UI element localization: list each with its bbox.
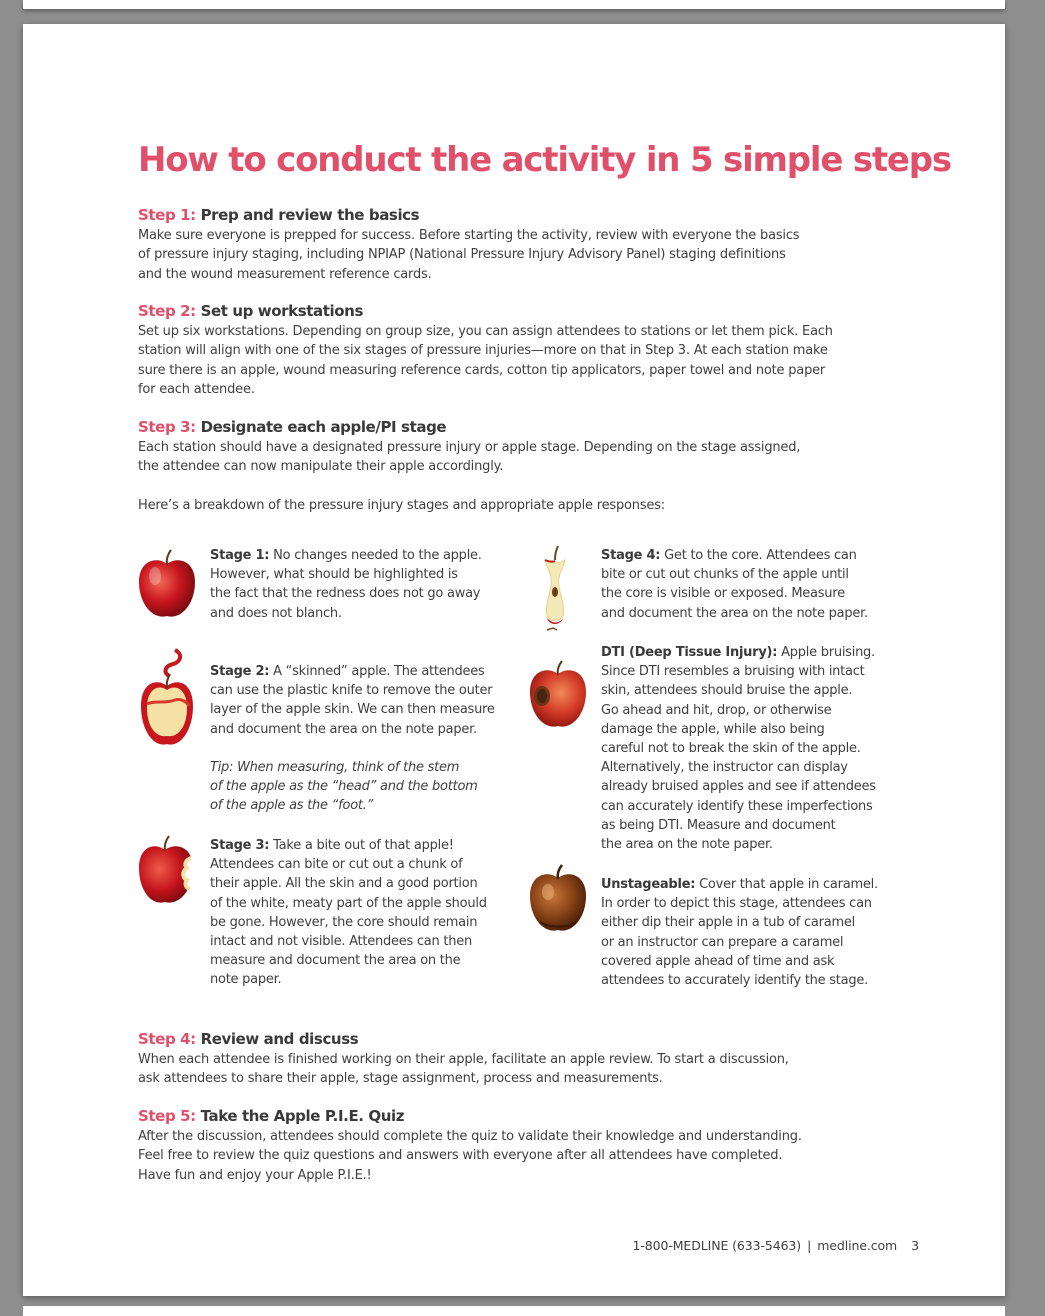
stage-2-tip (210, 758, 520, 816)
stage-3-line: Take a bite out of that apple! (273, 838, 454, 853)
dti-line: Apple bruising. (781, 645, 875, 660)
step-3-label: Step 3: (138, 418, 196, 436)
dti-line: Since DTI resembles a bruising with intact (601, 664, 865, 680)
step-1-line: of pressure injury staging, including NPIAP (National Pressure Injury Advisory Panel) staging definitions (138, 247, 786, 263)
stage-1-line: and does not blanch. (210, 605, 342, 621)
step-5-line: Have fun and enjoy your Apple P.I.E.! (138, 1167, 372, 1183)
dti-line: the area on the note paper. (601, 837, 773, 853)
stage-1-label: Stage 1: (210, 548, 270, 563)
stage-3-line: intact and not visible. Attendees can then (210, 934, 472, 950)
step-4-body (138, 1050, 938, 1089)
dti-line: can accurately identify these imperfections (601, 798, 873, 814)
step-1-line: and the wound measurement reference cards. (138, 266, 432, 282)
stage-2-tip-line: of the apple as the “foot.” (210, 798, 374, 814)
step-3-line: Each station should have a designated pressure injury or apple stage. Depending on the stage assigned, (138, 440, 801, 455)
bruised-apple-icon (526, 660, 590, 732)
next-page-edge (23, 1306, 1005, 1316)
step-5-line: After the discussion, attendees should complete the quiz to validate their knowledge and understanding. (138, 1129, 802, 1144)
stage-3-line: their apple. All the skin and a good portion (210, 876, 478, 892)
stage-4-line: and document the area on the note paper. (601, 605, 868, 621)
stage-2-line: can use the plastic knife to remove the outer (210, 683, 493, 699)
step-2-line: Set up six workstations. Depending on group size, you can assign attendees to stations or let them pick. Each (138, 324, 833, 339)
step-5-label: Step 5: (138, 1107, 196, 1125)
unstageable-line: either dip their apple in a tub of caramel (601, 915, 855, 931)
stage-2-label: Stage 2: (210, 664, 270, 679)
stage-4-text (601, 546, 901, 623)
caramel-apple-icon (526, 864, 590, 936)
dti-line: skin, attendees should bruise the apple. (601, 683, 853, 699)
page-number: 3 (911, 1238, 919, 1253)
stage-4-line: bite or cut out chunks of the apple until (601, 567, 849, 583)
dti-label: DTI (Deep Tissue Injury): (601, 645, 778, 660)
page-footer (633, 1238, 919, 1253)
unstageable-label: Unstageable: (601, 877, 696, 892)
footer-phone: 1-800-MEDLINE (633-5463) (632, 1238, 802, 1253)
step-3-title: Designate each apple/PI stage (200, 418, 447, 436)
unstageable-line: or an instructor can prepare a caramel (601, 934, 844, 950)
dti-line: damage the apple, while also being (601, 721, 825, 737)
step-1-body (138, 226, 938, 284)
peeled-apple-icon (135, 648, 199, 752)
whole-apple-icon (135, 548, 199, 624)
step-2-label: Step 2: (138, 302, 196, 320)
stage-3-line: be gone. However, the core should remain (210, 914, 478, 930)
step-4-line: ask attendees to share their apple, stage assignment, process and measurements. (138, 1071, 663, 1087)
step-2-heading (138, 302, 363, 321)
stage-2-tip-line: Tip: When measuring, think of the stem (210, 760, 460, 775)
stage-2-tip-line: of the apple as the “head” and the bottom (210, 779, 478, 795)
stage-2-line: and document the area on the note paper. (210, 721, 477, 737)
stage-3-line: measure and document the area on the (210, 953, 461, 969)
stage-4-line: Get to the core. Attendees can (664, 548, 857, 563)
previous-page-edge (23, 0, 1005, 9)
step-2-line: sure there is an apple, wound measuring reference cards, cotton tip applicators, paper towel and note paper (138, 362, 826, 378)
stage-3-line: note paper. (210, 972, 282, 988)
stage-3-line: of the white, meaty part of the apple should (210, 895, 487, 911)
dti-line: Alternatively, the instructor can display (601, 760, 848, 776)
step-2-body (138, 322, 938, 400)
stage-2-line: A “skinned” apple. The attendees (273, 664, 485, 679)
step-3-heading (138, 418, 446, 437)
step-2-line: station will align with one of the six stages of pressure injuries—more on that in Step 3. At each station make (138, 343, 828, 359)
stage-1-line: the fact that the redness does not go away (210, 586, 481, 602)
step-5-heading (138, 1107, 404, 1126)
step-5-body (138, 1127, 938, 1185)
stage-3-label: Stage 3: (210, 838, 270, 853)
step-1-heading (138, 206, 419, 225)
page-title: How to conduct the activity in 5 simple steps (138, 140, 951, 180)
step-4-line: When each attendee is finished working on their apple, facilitate an apple review. To start a discussion, (138, 1052, 789, 1067)
dti-line: Go ahead and hit, drop, or otherwise (601, 702, 832, 718)
bitten-apple-icon (135, 834, 199, 910)
step-5-title: Take the Apple P.I.E. Quiz (200, 1107, 405, 1125)
step-4-heading (138, 1030, 358, 1049)
stage-3-line: Attendees can bite or cut out a chunk of (210, 857, 463, 873)
unstageable-line: attendees to accurately identify the stage. (601, 973, 868, 989)
stage-1-line: However, what should be highlighted is (210, 567, 458, 583)
apple-core-icon (533, 546, 577, 632)
footer-separator: | (807, 1238, 812, 1253)
stage-2-text (210, 662, 520, 739)
step-3-line: the attendee can now manipulate their apple accordingly. (138, 459, 504, 475)
footer-site-link[interactable]: medline.com (817, 1238, 898, 1253)
unstageable-text (601, 875, 911, 990)
stage-3-text (210, 836, 520, 990)
stage-2-line: layer of the apple skin. We can then measure (210, 702, 495, 718)
dti-text (601, 643, 911, 854)
step-4-label: Step 4: (138, 1030, 196, 1048)
dti-line: careful not to break the skin of the apple. (601, 741, 861, 757)
step-1-line: Make sure everyone is prepped for success. Before starting the activity, review with everyone the basics (138, 228, 800, 243)
stage-1-text (210, 546, 510, 623)
step-3-body (138, 438, 938, 477)
unstageable-line: covered apple ahead of time and ask (601, 953, 835, 969)
unstageable-line: Cover that apple in caramel. (699, 877, 878, 892)
step-1-title: Prep and review the basics (200, 206, 420, 224)
step-2-line: for each attendee. (138, 382, 255, 398)
stage-1-line: No changes needed to the apple. (273, 548, 482, 563)
unstageable-line: In order to depict this stage, attendees can (601, 896, 872, 912)
step-4-title: Review and discuss (200, 1030, 359, 1048)
step-5-line: Feel free to review the quiz questions and answers with everyone after all attendees have completed. (138, 1148, 783, 1164)
document-page[interactable] (23, 24, 1005, 1296)
dti-line: already bruised apples and see if attendees (601, 779, 876, 795)
dti-line: as being DTI. Measure and document (601, 817, 836, 833)
stage-4-line: the core is visible or exposed. Measure (601, 586, 845, 602)
step-1-label: Step 1: (138, 206, 196, 224)
stage-4-label: Stage 4: (601, 548, 661, 563)
step-2-title: Set up workstations (200, 302, 363, 320)
breakdown-intro: Here’s a breakdown of the pressure injury stages and appropriate apple responses: (138, 498, 665, 513)
